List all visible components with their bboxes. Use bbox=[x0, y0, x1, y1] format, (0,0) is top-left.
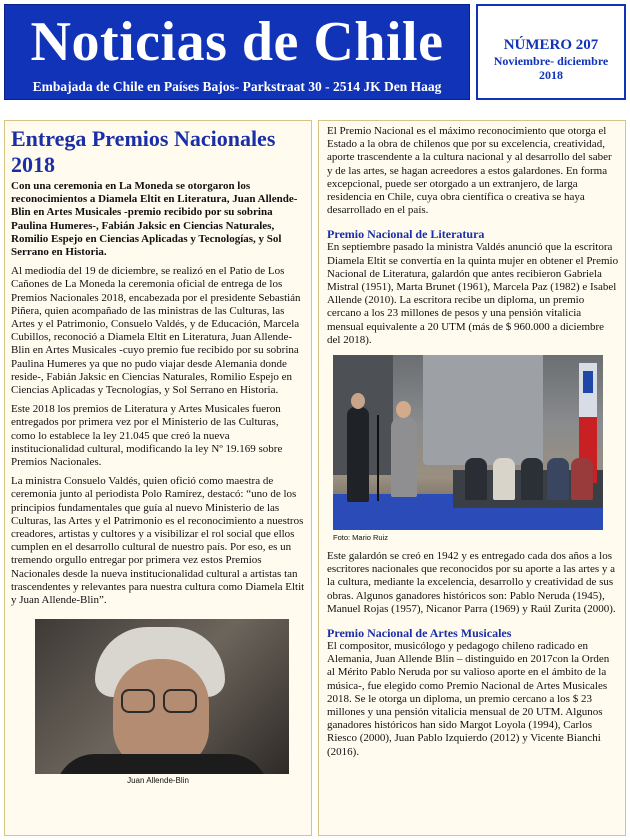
photo-caption: Foto: Mario Ruiz bbox=[333, 533, 389, 543]
right-column bbox=[318, 120, 626, 836]
article-lead: Con una ceremonia en La Moneda se otorgaron los reconocimientos a Diamela Eltit en Literatura, Juan Allende-Blin en Artes Musicales -premio recibido por su sobrina Paulina Humeres-, Fabián Jaksic en Ciencias Naturales, Romilio Espejo en Ciencias Aplicadas y Tecnologías, y Sol Serrano en Historia. bbox=[11, 180, 298, 259]
portrait-caption: Juan Allende-Blin bbox=[127, 776, 189, 786]
masthead bbox=[4, 4, 470, 100]
article-paragraph: Este 2018 los premios de Literatura y Artes Musicales fueron entregados por primera vez por el Ministerio de las Culturas, como lo establece la ley 21.045 que creó la nueva institucionalidad cultural, modificando la ley Nº 19.169 sobre Premios Nacionales. bbox=[11, 403, 283, 469]
ceremony-photo bbox=[333, 355, 603, 530]
embassy-address: Embajada de Chile en Países Bajos- Parkstraat 30 - 2514 JK Den Haag bbox=[32, 79, 442, 94]
issue-number: NÚMERO 207 bbox=[503, 37, 599, 53]
music-section-title: Premio Nacional de Artes Musicales bbox=[327, 626, 512, 641]
article-paragraph: Al mediodía del 19 de diciembre, se realizó en el Patio de Los Cañones de La Moneda la ceremonia oficial de entrega de los Premios Nacionales 2018, encabezada por el presidente Sebastián Piñera, quien acompañado de las ministras de las Culturas, las Artes y el Patrimonio, Consuelo Valdés, y de Educación, Marcela Cubillos, reconoció a Diamela Eltit en Literatura, Juan Allende-Blin en Artes Musicales -cuyo premio fue recibido por su sobrina Paulina Humeres ya que no pudo viajar desde Alemania donde reside-, Fabián Jaksic en Ciencias Naturales, Romilio Espejo en Ciencias Aplicadas y Tecnologías, y Sol Serrano en Historia. bbox=[11, 265, 301, 397]
newsletter-title: Noticias de Chile bbox=[30, 11, 444, 73]
left-column bbox=[4, 120, 312, 836]
issue-date-year: 2018 bbox=[539, 68, 563, 82]
prize-intro: El Premio Nacional es el máximo reconocimiento que otorga el Estado a la obra de chilenos que por su excelencia, creatividad, aporte trascendente a la cultura nacional y al desarrollo del saber y de las artes, se hagan acreedores a estos galardones. En forma excepcional, puede ser otorgado a un extranjero, de larga residencia en Chile, cuya obra científica o creativa se haya desarrollado en el país. bbox=[327, 125, 612, 217]
issue-date-months: Noviembre- diciembre bbox=[493, 54, 609, 68]
music-text: El compositor, musicólogo y pedagogo chileno radicado en Alemania, Juan Allende Blin – distinguido en 2017con la Orden al Mérito Pablo Neruda por su valioso aporte en el ámbito de la música-, fue elegido como Premio Nacional de Artes Musicales 2018. Se le otorga un diploma, un premio cercano a los $ 23 millones y una pensión vitalicia mensual de 20 UTM. Algunos ganadores históricos han sido Margot Loyola (1994), Carlos Riesco (2000), Juan Pablo Izquierdo (2012) y Vicente Bianchi (2016). bbox=[327, 640, 610, 758]
portrait-photo bbox=[35, 619, 289, 774]
issue-box bbox=[476, 4, 626, 100]
literature-section-title: Premio Nacional de Literatura bbox=[327, 227, 485, 242]
article-paragraph: La ministra Consuelo Valdés, quien ofició como maestra de ceremonia junto al periodista Polo Ramírez, destacó: “uno de los principios fundamentales que guía al nuevo Ministerio de las Culturas, las Artes y el Patrimonio es el reconocimiento a nuestros creadores, artistas y cultores y a visibilizar el rol social que ellos cumplen en el desarrollo cultural de nuestro país. Por eso, es un tremendo orgullo entregar por primera vez estos Premios Nacionales desde la nueva institucionalidad cultural a artistas tan trascendentes y relevantes para nuestra cultura como Diamela Eltit y Juan Allende-Blin”. bbox=[11, 475, 305, 607]
literature-text: En septiembre pasado la ministra Valdés anunció que la escritora Diamela Eltit se convertía en la quinta mujer en obtener el Premio Nacional de Literatura, galardón que antes recibieron Gabriela Mistral (1951), Marta Brunet (1961), Marcela Paz (1982) e Isabel Allende (2010). La escritora recibe un diploma, un premio cercano a los 23 millones de pesos y una pensión vitalicia mensual equivalente a 20 UTM (más de $ 960.000 a diciembre del 2018). bbox=[327, 241, 619, 346]
literature-history: Este galardón se creó en 1942 y es entregado cada dos años a los escritores nacionales que reconocidos por su aporte a las artes y a la cultura, mediante la excelencia, desarrollo y creatividad de sus obras. Algunos ganadores históricos son: Pablo Neruda (1945), Manuel Rojas (1957), Nicanor Parra (1969) y Raúl Zurita (2000). bbox=[327, 550, 616, 615]
article-headline: Entrega Premios Nacionales 2018 bbox=[11, 126, 276, 177]
